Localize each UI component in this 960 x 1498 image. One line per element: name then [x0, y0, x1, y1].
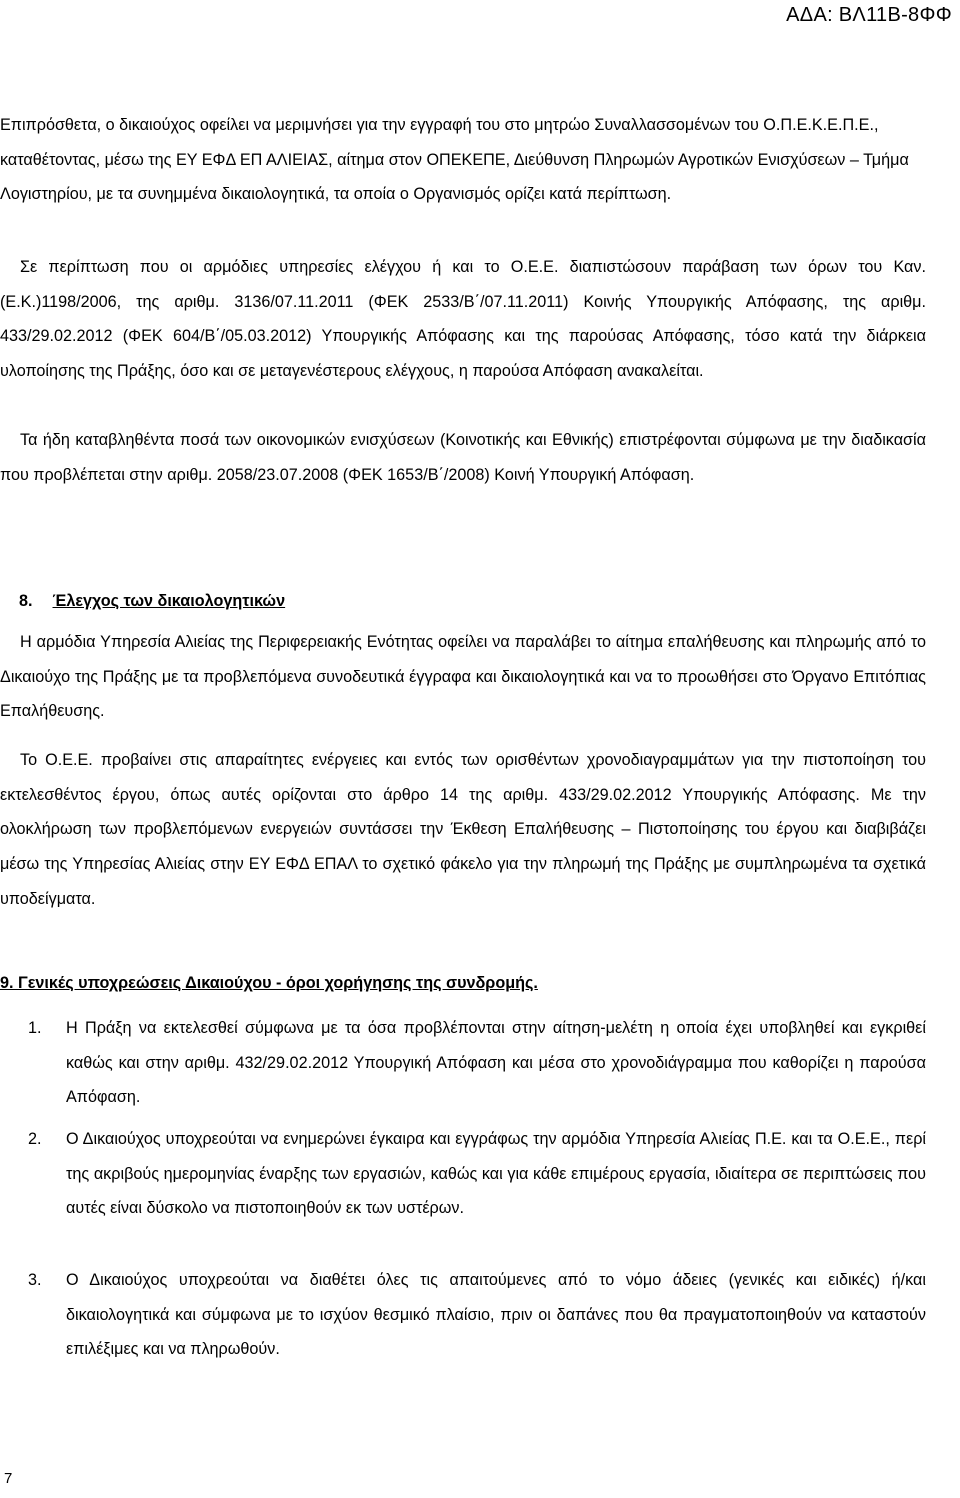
paragraph-registration: Επιπρόσθετα, ο δικαιούχος οφείλει να μεριμνήσει για την εγγραφή του στο μητρώο Συναλλασσομένων του Ο.Π.Ε.Κ.Ε.Π.Ε., καταθέτοντας, μέσω της ΕΥ ΕΦΔ ΕΠ ΑΛΙΕΙΑΣ, αίτημα στον ΟΠΕΚΕΠΕ, Διεύθυνση Πληρωμών Αγροτικών Ενισχύσεων – Τμήμα Λογιστηρίου, με τα συνημμένα δικαιολογητικά, τα οποία ο Οργανισμός ορίζει κατά περίπτωση.	[0, 116, 909, 204]
list-item-text: Ο Δικαιούχος υποχρεούται να διαθέτει όλες τις απαιτούμενες από το νόμο άδειες (γενικές και ειδικές) ή/και δικαιολογητικά και σύμφωνα με το ισχύον θεσμικό πλαίσιο, πριν οι δαπάνες που θα πραγματοποιηθούν να καταστούν επιλέξιμες και να πληρωθούν.	[66, 1271, 926, 1359]
paragraph-refund: Τα ήδη καταβληθέντα ποσά των οικονομικών ενισχύσεων (Κοινοτικής και Εθνικής) επιστρέφονται σύμφωνα με την διαδικασία που προβλέπεται στην αριθμ. 2058/23.07.2008 (ΦΕΚ 1653/Β΄/2008) Κοινή Υπουργική Απόφαση.	[0, 431, 926, 484]
section-9-title: 9. Γενικές υποχρεώσεις Δικαιούχου - όροι χορήγησης της συνδρομής.	[0, 974, 538, 992]
paragraph-service-duty: Η αρμόδια Υπηρεσία Αλιείας της Περιφερειακής Ενότητας οφείλει να παραλάβει το αίτημα επαλήθευσης και πληρωμής από το Δικαιούχο της Πράξης με τα προβλεπόμενα συνοδευτικά έγγραφα και δικαιολογητικά και να το προωθήσει στο Όργανο Επιτόπιας Επαλήθευσης.	[0, 633, 926, 721]
section-8-number: 8.	[19, 592, 33, 610]
section-8-heading	[19, 584, 945, 618]
section-8-title: Έλεγχος των δικαιολογητικών	[52, 592, 286, 610]
paragraph-violation: Σε περίπτωση που οι αρμόδιες υπηρεσίες ελέγχου ή και το Ο.Ε.Ε. διαπιστώσουν παράβαση των όρων του Καν.(Ε.Κ.)1198/2006, της αριθμ. 3136/07.11.2011 (ΦΕΚ 2533/Β΄/07.11.2011) Κοινής Υπουργικής Απόφασης, της αριθμ. 433/29.02.2012 (ΦΕΚ 604/Β΄/05.03.2012) Υπουργικής Απόφασης και της παρούσας Απόφασης, τόσο κατά την διάρκεια υλοποίησης της Πράξης, όσο και σε μεταγενέστερους ελέγχους, η παρούσα Απόφαση ανακαλείται.	[0, 258, 926, 381]
list-item	[0, 1263, 926, 1367]
list-item	[0, 1122, 926, 1226]
list-item	[0, 1011, 926, 1115]
ada-code: ΑΔΑ: ΒΛ11Β-8ΦΦ	[786, 4, 952, 26]
list-item-number: 2.	[28, 1130, 42, 1148]
paragraph-oee-verification: Το Ο.Ε.Ε. προβαίνει στις απαραίτητες ενέργειες και εντός των ορισθέντων χρονοδιαγραμμάτων για την πιστοποίηση του εκτελεσθέντος έργου, όπως αυτές ορίζονται στο άρθρο 14 της αριθμ. 433/29.02.2012 Υπουργικής Απόφασης. Με την ολοκλήρωση των προβλεπόμενων ενεργειών συντάσσει την Έκθεση Επαλήθευσης – Πιστοποίησης του έργου και διαβιβάζει μέσω της Υπηρεσίας Αλιείας στην ΕΥ ΕΦΔ ΕΠΑΛ το σχετικό φάκελο για την πληρωμή της Πράξης με συμπληρωμένα τα σχετικά υποδείγματα.	[0, 751, 926, 908]
page-number: 7	[4, 1470, 13, 1487]
section-9-heading	[0, 966, 926, 1000]
list-item-text: Ο Δικαιούχος υποχρεούται να ενημερώνει έγκαιρα και εγγράφως την αρμόδια Υπηρεσία Αλιείας Π.Ε. και τα Ο.Ε.Ε., περί της ακριβούς ημερομηνίας έναρξης των εργασιών, καθώς και για κάθε επιμέρους εργασία, ιδιαίτερα σε περιπτώσεις που αυτές είναι δύσκολο να πιστοποιηθούν εκ των υστέρων.	[66, 1130, 926, 1218]
list-item-text: Η Πράξη να εκτελεσθεί σύμφωνα με τα όσα προβλέπονται στην αίτηση-μελέτη η οποία έχει υποβληθεί και εγκριθεί καθώς και στην αριθμ. 432/29.02.2012 Υπουργική Απόφαση και μέσα στο χρονοδιάγραμμα που καθορίζει η παρούσα Απόφαση.	[66, 1019, 926, 1107]
list-item-number: 1.	[28, 1019, 42, 1037]
list-item-number: 3.	[28, 1271, 42, 1289]
